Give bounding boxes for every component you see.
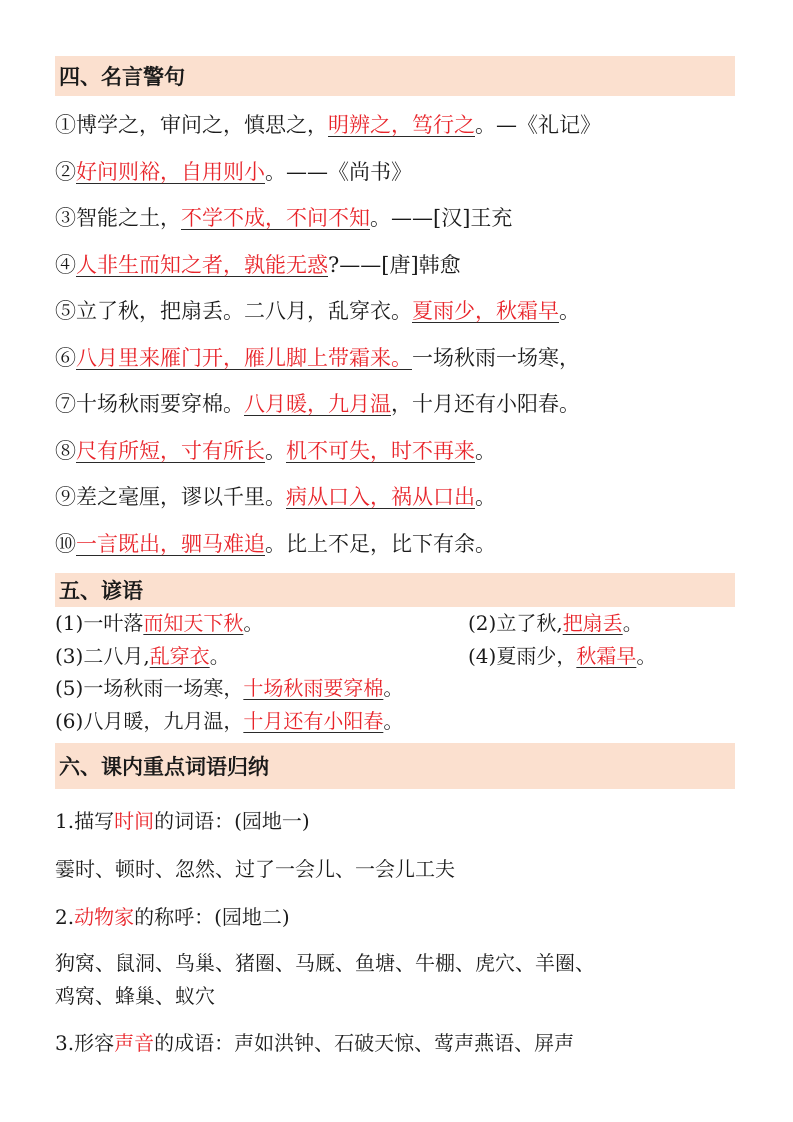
quote-item-6: ⑥八月里来雁门开，雁儿脚上带霜来。一场秋雨一场寒， <box>55 345 580 370</box>
section-heading-proverbs: 五、谚语 <box>55 573 735 607</box>
section-heading-vocabulary: 六、课内重点词语归纳 <box>55 743 735 789</box>
proverb-row-2: (3)二八月,乱穿衣。 (4)夏雨少，秋霜早。 <box>55 643 657 668</box>
quote-item-4: ④人非生而知之者，孰能无惑?——[唐]韩愈 <box>55 252 461 277</box>
quote-item-1: ①博学之，审问之，慎思之，明辨之，笃行之。—《礼记》 <box>55 113 601 137</box>
proverb-row-1: (1)一叶落而知天下秋。 (2)立了秋,把扇丢。 <box>55 611 643 635</box>
vocab-heading-time: 1.描写时间的词语：(园地一) <box>55 809 310 833</box>
quote-item-2: ②好问则裕，自用则小。——《尚书》 <box>55 159 412 184</box>
vocab-heading-sound: 3.形容声音的成语：声如洪钟、石破天惊、莺声燕语、屏声 <box>55 1031 575 1055</box>
vocab-heading-animal-homes: 2.动物家的称呼：(园地二) <box>55 905 290 929</box>
vocab-words-animal-homes: 狗窝、鼠洞、鸟巢、猪圈、马厩、鱼塘、牛棚、虎穴、羊圈、 鸡窝、蜂巢、蚁穴 <box>55 951 595 1008</box>
document-page <box>55 56 735 1067</box>
quote-item-10: ⑩一言既出，驷马难追。比上不足，比下有余。 <box>55 531 496 556</box>
quote-item-8: ⑧尺有所短，寸有所长。机不可失，时不再来。 <box>55 438 496 463</box>
quote-item-7: ⑦十场秋雨要穿棉。八月暖，九月温，十月还有小阳春。 <box>55 392 580 416</box>
vocab-words-time: 霎时、顿时、忽然、过了一会儿、一会儿工夫 <box>55 857 455 881</box>
section-heading-quotes: 四、名言警句 <box>55 56 735 96</box>
quote-item-5: ⑤立了秋，把扇丢。二八月，乱穿衣。夏雨少，秋霜早。 <box>55 299 580 323</box>
quote-item-9: ⑨差之毫厘，谬以千里。病从口入，祸从口出。 <box>55 485 496 509</box>
proverb-row-4: (6)八月暖，九月温，十月还有小阳春。 <box>55 708 404 733</box>
proverb-row-3: (5)一场秋雨一场寒，十场秋雨要穿棉。 <box>55 676 404 700</box>
quote-item-3: ③智能之土，不学不成，不问不知。——[汉]王充 <box>55 206 513 230</box>
